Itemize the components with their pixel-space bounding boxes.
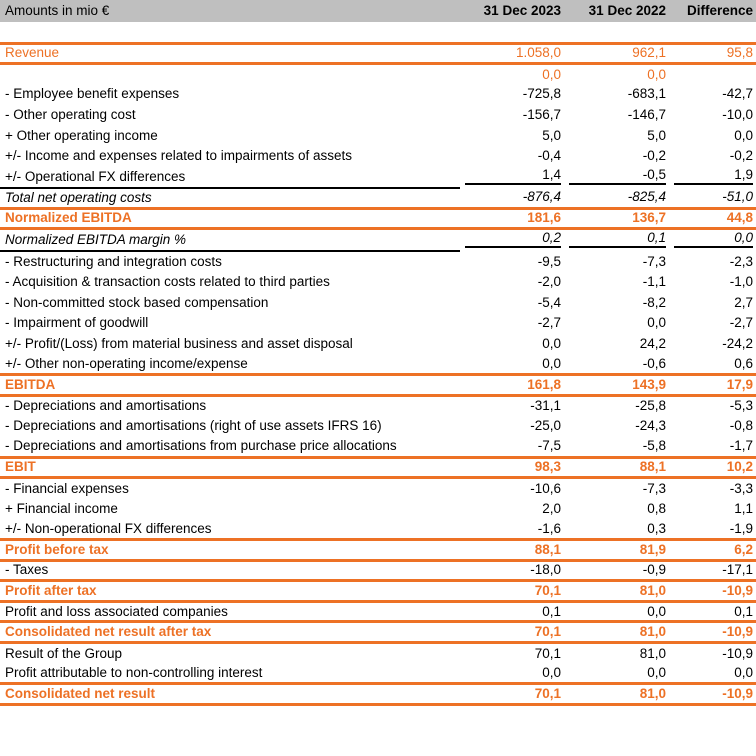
- row-label: +/- Other non-operating income/expense: [5, 355, 248, 371]
- row-value: -2,3: [729, 253, 753, 269]
- value-underline: [674, 230, 753, 248]
- row-value: -683,1: [627, 86, 666, 102]
- row-value: 24,2: [639, 335, 666, 351]
- row-value: 0,0: [734, 127, 753, 143]
- row-value: -1,6: [537, 520, 561, 536]
- row-value: 0,0: [542, 66, 561, 82]
- row-value: -10,6: [530, 480, 561, 496]
- row-label: - Depreciations and amortisations (right of use assets IFRS 16): [5, 418, 382, 434]
- row-value: 70,1: [534, 686, 561, 702]
- row-value: 81,0: [639, 645, 666, 661]
- row-value: -5,8: [642, 438, 666, 454]
- value-underline: [569, 167, 666, 185]
- row-value: -18,0: [530, 562, 561, 578]
- row-label: Revenue: [5, 45, 60, 61]
- row-label: EBITDA: [5, 377, 56, 393]
- row-value: 98,3: [534, 459, 561, 475]
- row-value: -0,9: [642, 562, 666, 578]
- row-value: -10,9: [722, 583, 753, 599]
- row-value: 0,0: [542, 664, 561, 680]
- table-row: [0, 540, 756, 561]
- row-value: 0,0: [542, 355, 561, 371]
- table-body: [0, 43, 756, 704]
- row-value: 81,9: [639, 541, 666, 557]
- row-value-text: 0,2: [542, 230, 561, 246]
- table-row: [0, 684, 756, 705]
- row-value: [669, 64, 756, 85]
- table-header-row: [0, 0, 756, 22]
- table-row: [0, 643, 756, 664]
- table-row: [0, 334, 756, 355]
- row-value-text: 0,1: [647, 230, 666, 246]
- table-row: [0, 146, 756, 167]
- row-value: [669, 229, 756, 252]
- row-value: -7,3: [642, 480, 666, 496]
- row-value: [564, 167, 669, 188]
- row-label: Consolidated net result: [5, 686, 156, 702]
- row-value: -5,3: [729, 398, 753, 414]
- table-row: [0, 208, 756, 229]
- table-row: [0, 519, 756, 540]
- row-label: Normalized EBITDA margin %: [0, 229, 460, 252]
- row-value: 962,1: [632, 45, 666, 61]
- row-label: Profit after tax: [5, 583, 97, 599]
- row-value: [460, 167, 564, 188]
- row-value: -17,1: [722, 562, 753, 578]
- row-label: - Acquisition & transaction costs related to third parties: [5, 274, 330, 290]
- row-value: 0,0: [647, 66, 666, 82]
- row-label: - Impairment of goodwill: [5, 315, 149, 331]
- row-label: EBIT: [5, 459, 36, 475]
- row-value: [564, 229, 669, 252]
- row-label: Result of the Group: [5, 645, 123, 661]
- row-value: 0,1: [734, 603, 753, 619]
- row-value: 0,0: [734, 664, 753, 680]
- table-row: [0, 457, 756, 478]
- row-value: -156,7: [522, 107, 561, 123]
- header-col-2022: 31 Dec 2022: [564, 0, 669, 22]
- row-value: 0,3: [647, 520, 666, 536]
- row-label: Profit and loss associated companies: [5, 603, 228, 619]
- row-value: 136,7: [632, 210, 666, 226]
- row-value: -0,4: [537, 148, 561, 164]
- row-value: -2,7: [537, 315, 561, 331]
- table-row: [0, 313, 756, 334]
- row-label: - Depreciations and amortisations: [5, 398, 207, 414]
- row-label: - Non-committed stock based compensation: [5, 294, 269, 310]
- row-value: -0,2: [729, 148, 753, 164]
- row-value: -7,5: [537, 438, 561, 454]
- row-value: [669, 167, 756, 188]
- row-value-text: -0,5: [642, 166, 666, 182]
- row-value: -2,7: [729, 315, 753, 331]
- row-value: -24,3: [635, 418, 666, 434]
- row-label: Normalized EBITDA: [5, 210, 132, 226]
- row-value: -146,7: [627, 107, 666, 123]
- row-value: 81,0: [639, 624, 666, 640]
- row-value: -5,4: [537, 294, 561, 310]
- row-value: 2,7: [734, 294, 753, 310]
- row-value: 2,0: [542, 500, 561, 516]
- row-value: -725,8: [522, 86, 561, 102]
- row-value: -42,7: [722, 86, 753, 102]
- row-label: - Employee benefit expenses: [5, 86, 180, 102]
- row-value: 70,1: [534, 583, 561, 599]
- spacer-row: [0, 22, 756, 43]
- table-row: [0, 498, 756, 519]
- table-row: [0, 229, 756, 252]
- row-value: 161,8: [527, 377, 561, 393]
- table-row: [0, 251, 756, 272]
- row-value: 0,1: [542, 603, 561, 619]
- row-label: - Financial expenses: [5, 480, 129, 496]
- row-value: 1,1: [734, 500, 753, 516]
- row-value: -0,8: [729, 418, 753, 434]
- row-value: -1,7: [729, 438, 753, 454]
- row-value: -0,6: [642, 355, 666, 371]
- row-value: -9,5: [537, 253, 561, 269]
- table-row: [0, 64, 756, 85]
- row-value: -31,1: [530, 398, 561, 414]
- row-value: 70,1: [534, 624, 561, 640]
- row-value: -10,9: [722, 686, 753, 702]
- row-value: 0,0: [647, 603, 666, 619]
- table-row: [0, 167, 756, 188]
- row-value: -876,4: [522, 189, 561, 205]
- header-col-difference: Difference: [669, 0, 756, 22]
- row-value: 17,9: [726, 377, 753, 393]
- row-label: +/- Non-operational FX differences: [5, 520, 212, 536]
- row-value: -24,2: [722, 335, 753, 351]
- row-label: Consolidated net result after tax: [5, 624, 212, 640]
- row-value: 5,0: [542, 127, 561, 143]
- table-row: [0, 437, 756, 458]
- row-value: -825,4: [627, 189, 666, 205]
- table-row: [0, 560, 756, 581]
- row-value: -3,3: [729, 480, 753, 496]
- row-value: 181,6: [527, 210, 561, 226]
- row-label: +/- Profit/(Loss) from material business and asset disposal: [5, 335, 353, 351]
- row-value: -51,0: [722, 189, 753, 205]
- row-value: -10,9: [722, 624, 753, 640]
- row-value-text: 1,9: [734, 166, 753, 182]
- row-value-text: 0,0: [734, 230, 753, 246]
- row-label: Total net operating costs: [5, 189, 152, 205]
- row-value: -10,0: [722, 107, 753, 123]
- table-row: [0, 601, 756, 622]
- header-col-2023: 31 Dec 2023: [460, 0, 564, 22]
- row-value: -1,1: [642, 274, 666, 290]
- table-row: [0, 478, 756, 499]
- row-value: 88,1: [639, 459, 666, 475]
- row-value: [460, 229, 564, 252]
- table-row: [0, 125, 756, 146]
- value-underline: [465, 230, 561, 248]
- row-value: -1,0: [729, 274, 753, 290]
- spacer-cell: [0, 22, 756, 43]
- row-label: [0, 64, 460, 85]
- row-value: 10,2: [726, 459, 753, 475]
- table-row: [0, 581, 756, 602]
- row-value: 6,2: [734, 541, 753, 557]
- row-value-text: 1,4: [542, 166, 561, 182]
- value-underline: [674, 167, 753, 185]
- row-label: + Financial income: [5, 500, 118, 516]
- row-label: Profit attributable to non-controlling interest: [5, 664, 263, 680]
- table-row: [0, 395, 756, 416]
- row-value: -7,3: [642, 253, 666, 269]
- value-underline: [569, 230, 666, 248]
- row-label: + Other operating income: [5, 127, 158, 143]
- row-value: 0,0: [647, 664, 666, 680]
- row-value: 95,8: [726, 45, 753, 61]
- row-label: +/- Operational FX differences: [0, 167, 460, 188]
- row-label: Profit before tax: [5, 541, 109, 557]
- table-row: [0, 292, 756, 313]
- table-row: [0, 188, 756, 209]
- row-value: 81,0: [639, 686, 666, 702]
- row-label: +/- Income and expenses related to impairments of assets: [5, 148, 353, 164]
- table-row: [0, 84, 756, 105]
- row-label: - Taxes: [5, 562, 49, 578]
- row-value: -8,2: [642, 294, 666, 310]
- row-value: 70,1: [534, 645, 561, 661]
- row-value: 81,0: [639, 583, 666, 599]
- table-row: [0, 622, 756, 643]
- header-amounts-label: Amounts in mio €: [0, 0, 460, 22]
- row-value: 1.058,0: [515, 45, 561, 61]
- row-value: -1,9: [729, 520, 753, 536]
- row-label: - Other operating cost: [5, 107, 136, 123]
- row-value: 88,1: [534, 541, 561, 557]
- row-value: 0,0: [542, 335, 561, 351]
- table-row: [0, 43, 756, 64]
- row-value: -10,9: [722, 645, 753, 661]
- row-value: -0,2: [642, 148, 666, 164]
- table-row: [0, 663, 756, 684]
- table-row: [0, 272, 756, 293]
- row-value: -25,0: [530, 418, 561, 434]
- table-row: [0, 105, 756, 126]
- row-value: -25,8: [635, 398, 666, 414]
- table-row: [0, 354, 756, 375]
- row-value: -2,0: [537, 274, 561, 290]
- row-label: - Restructuring and integration costs: [5, 254, 222, 270]
- table-row: [0, 375, 756, 396]
- row-value: 0,0: [647, 315, 666, 331]
- table-row: [0, 416, 756, 437]
- row-value: 0,6: [734, 355, 753, 371]
- value-underline: [465, 167, 561, 185]
- row-value: 44,8: [726, 210, 753, 226]
- row-value: 0,8: [647, 500, 666, 516]
- row-value: 5,0: [647, 127, 666, 143]
- row-value: 143,9: [632, 377, 666, 393]
- row-label: - Depreciations and amortisations from purchase price allocations: [5, 438, 397, 454]
